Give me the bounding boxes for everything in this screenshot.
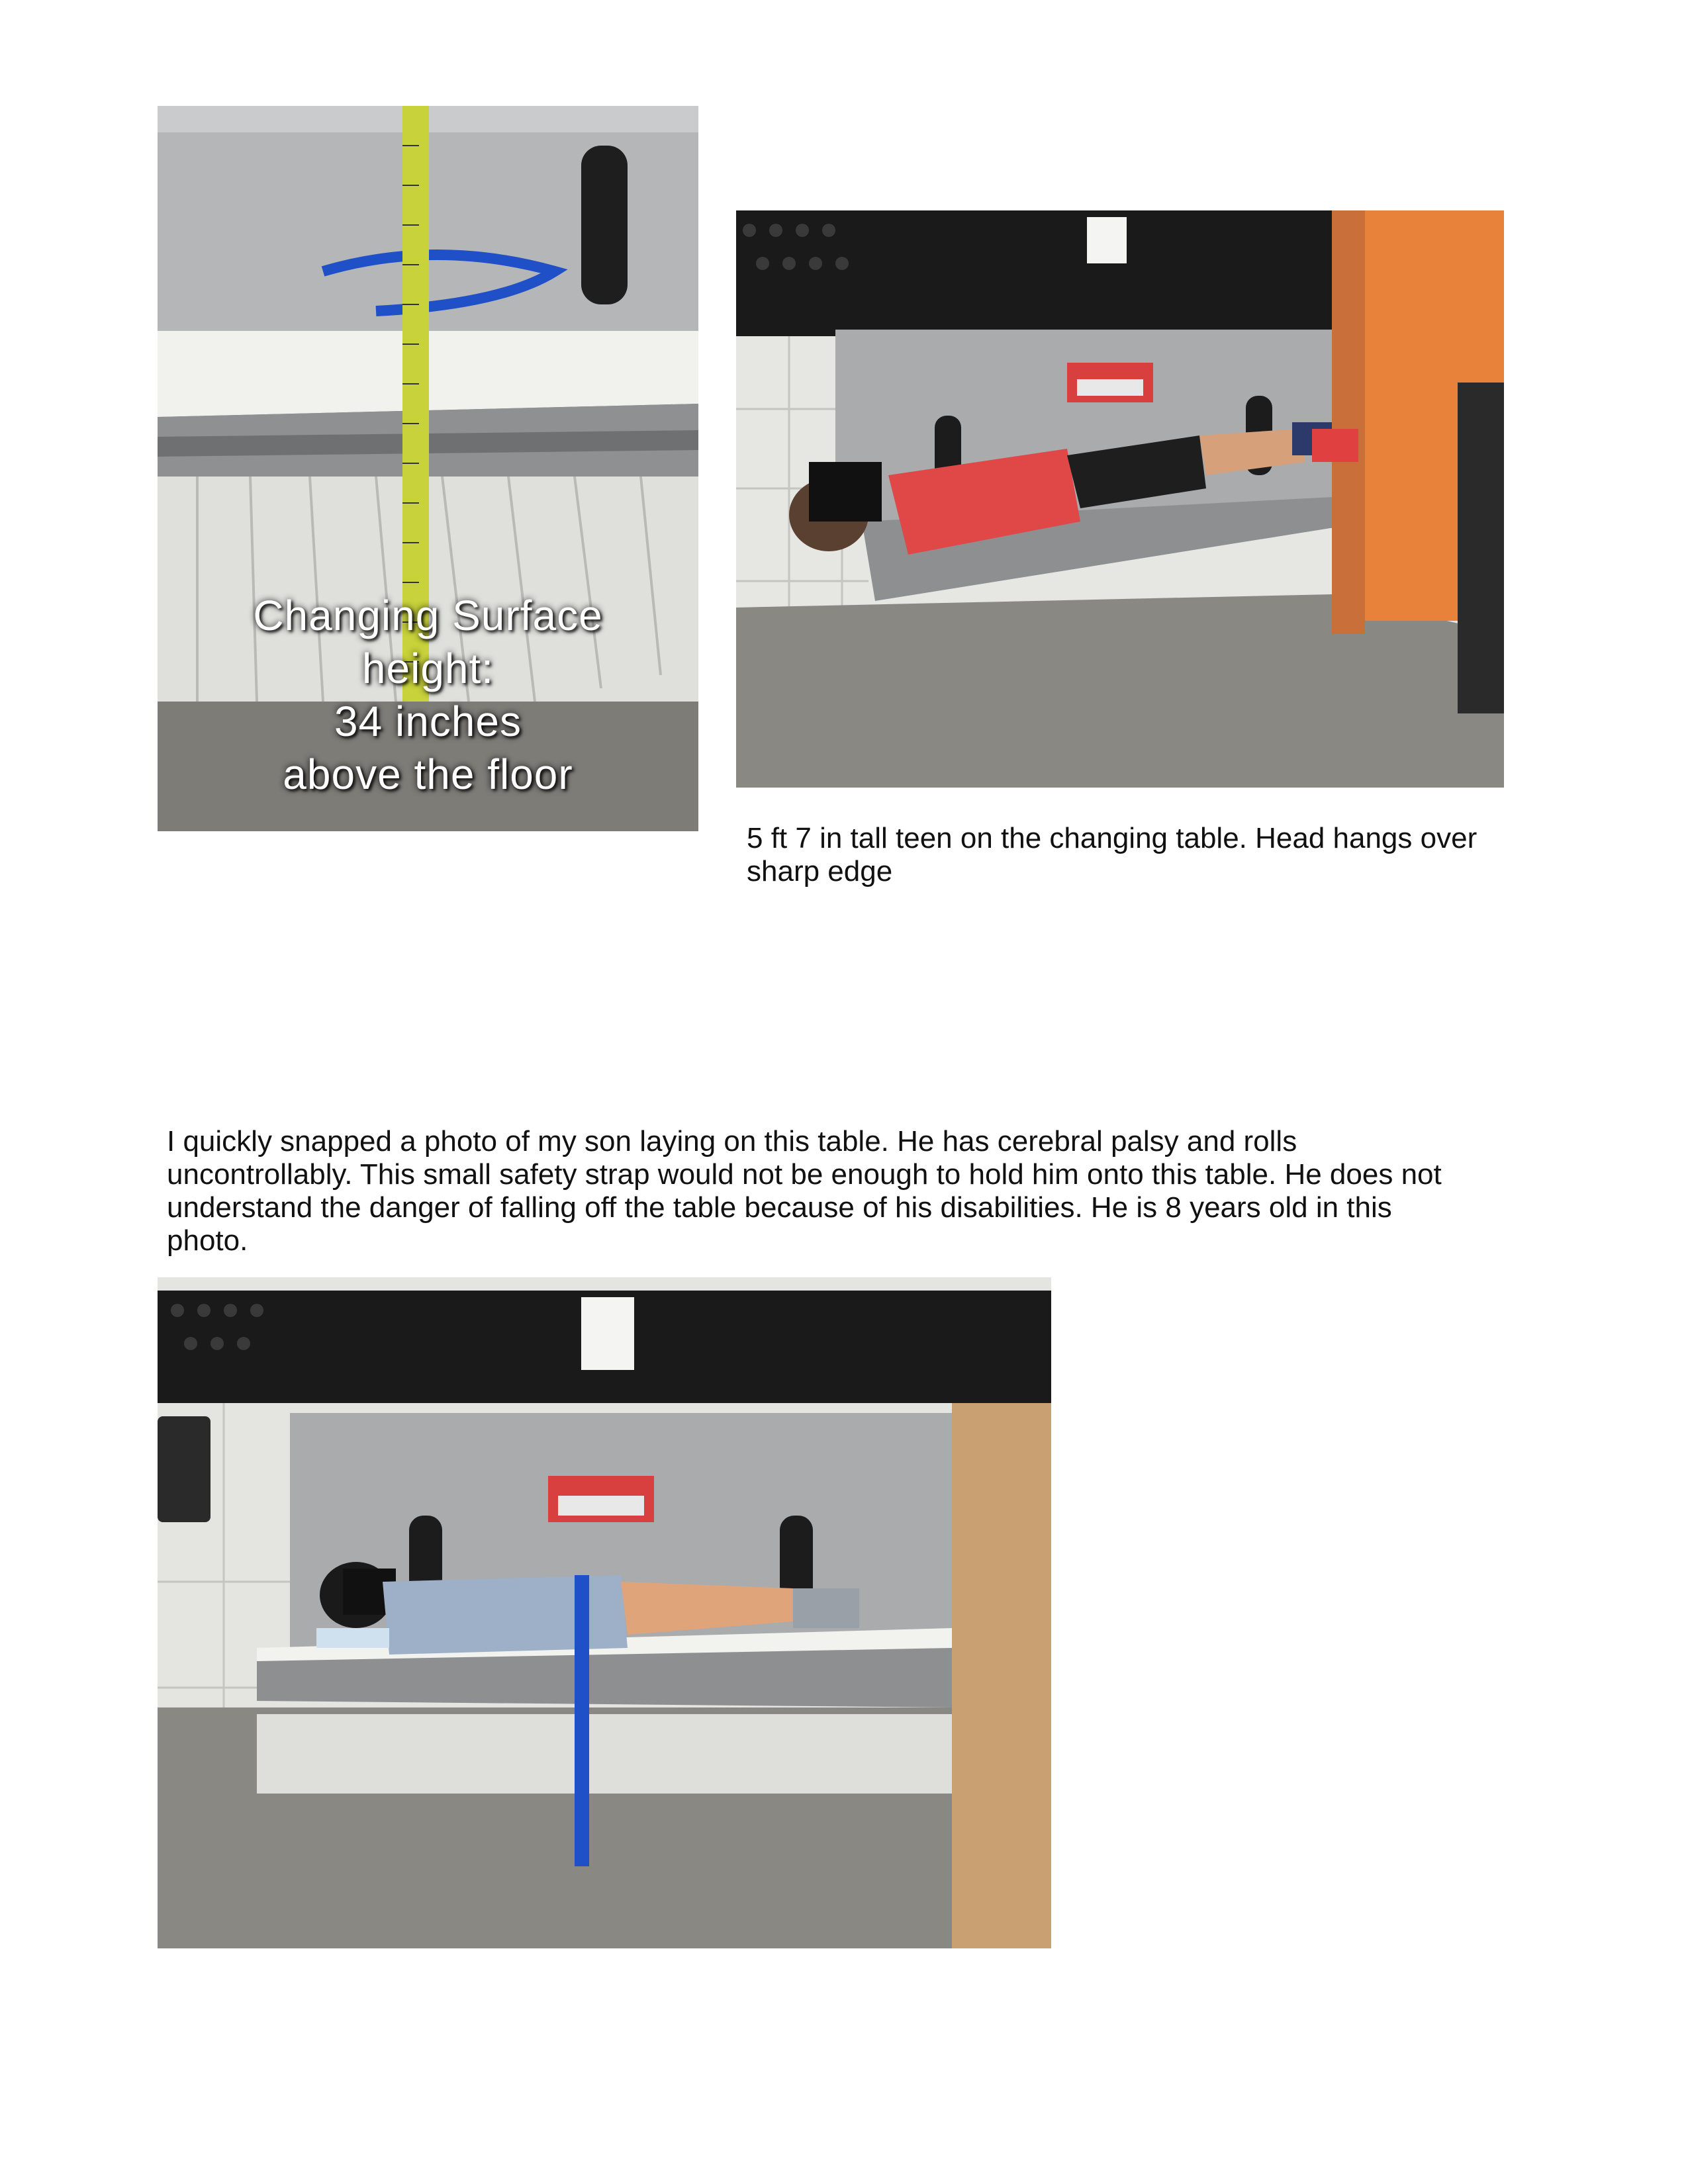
- overlay-line-4: above the floor: [283, 751, 573, 798]
- measure-photo: [158, 106, 698, 831]
- son-photo: [158, 1277, 1051, 1948]
- teen-photo-image: [736, 210, 1504, 788]
- teen-photo: [736, 210, 1504, 788]
- teen-caption: 5 ft 7 in tall teen on the changing table. Head hangs over sharp edge: [747, 822, 1477, 887]
- son-photo-image: [158, 1277, 1051, 1948]
- overlay-line-2: height:: [361, 645, 494, 692]
- son-intro-paragraph: I quickly snapped a photo of my son laying on this table. He has cerebral palsy and rolls uncontrollably. This small safety strap would not be enough to hold him onto this table. He does not understand the danger of falling off the table because of his disabilities. He is 8 years old in this photo.: [167, 1125, 1442, 1257]
- overlay-line-3: 34 inches: [334, 698, 522, 745]
- overlay-line-1: Changing Surface: [253, 592, 603, 639]
- height-overlay-text: [158, 589, 698, 801]
